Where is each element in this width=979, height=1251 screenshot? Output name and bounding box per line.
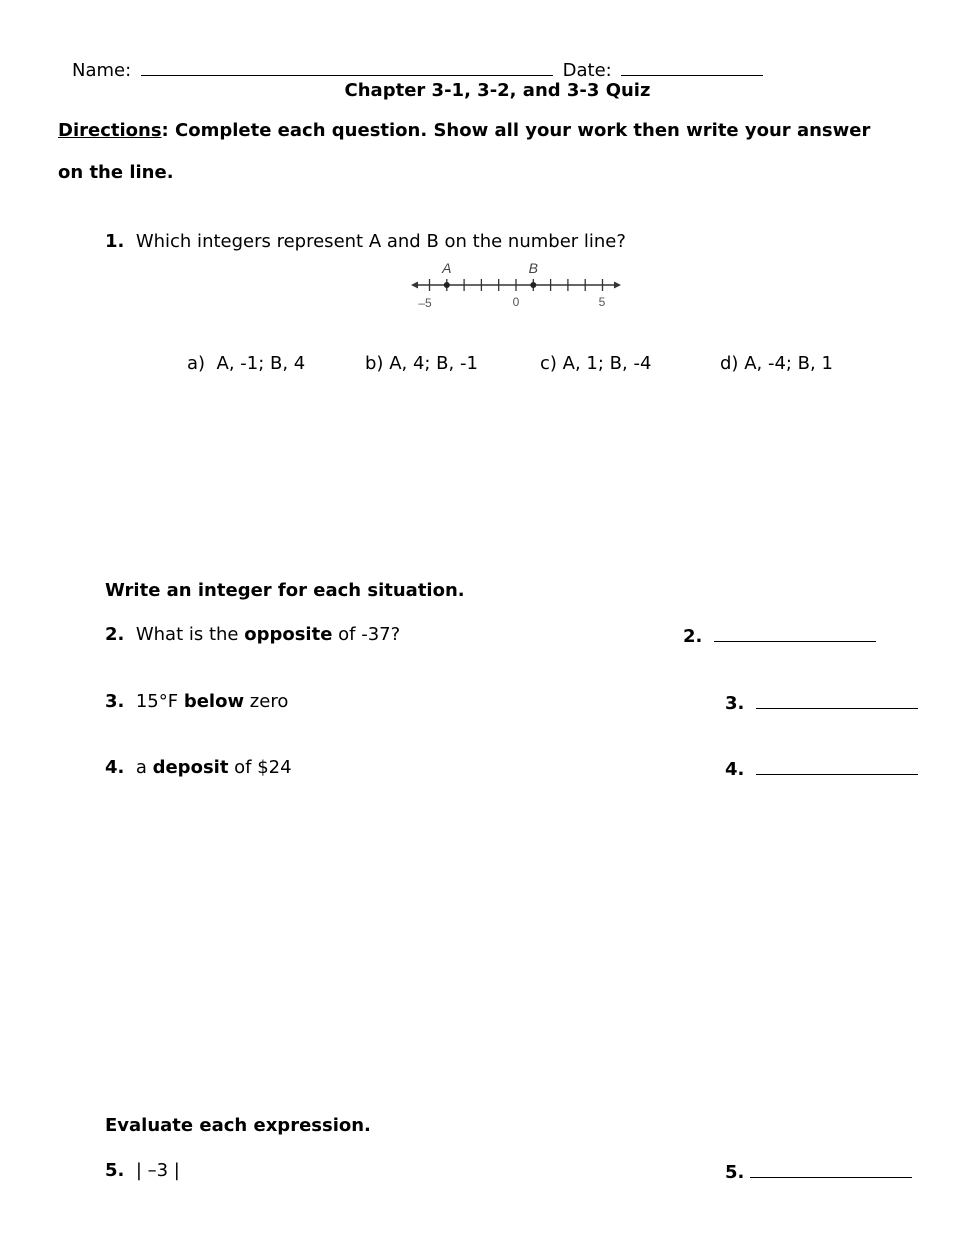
- answer-number: 4.: [725, 759, 745, 780]
- question-text: What is the: [135, 624, 245, 645]
- tick-label-neg5: –5: [418, 296, 432, 310]
- answer-number: 5.: [725, 1162, 745, 1183]
- page-title: Chapter 3-1, 3-2, and 3-3 Quiz: [344, 80, 651, 101]
- question-keyword: below: [183, 691, 245, 712]
- question-text: a: [135, 757, 153, 778]
- name-blank[interactable]: [141, 58, 553, 76]
- question-text: Which integers represent A and B on the number line?: [135, 231, 626, 252]
- number-line-figure: [405, 258, 630, 314]
- point-a-marker: [444, 282, 450, 288]
- answer-blank[interactable]: [714, 624, 876, 642]
- question-expression: | –3 |: [135, 1160, 180, 1181]
- date-blank[interactable]: [621, 58, 763, 76]
- question-number: 4.: [105, 757, 125, 778]
- section-heading-evaluate: Evaluate each expression.: [105, 1115, 371, 1136]
- question-1: [105, 231, 626, 253]
- answer-blank[interactable]: [756, 691, 918, 709]
- answer-number: 3.: [725, 693, 745, 714]
- question-5: [105, 1160, 180, 1182]
- section-heading-integers: Write an integer for each situation.: [105, 580, 465, 601]
- directions-text: : Complete each question. Show all your work then write your answer: [161, 120, 871, 141]
- right-arrow-icon: [614, 282, 621, 289]
- choice-text: A, -1; B, 4: [216, 353, 306, 374]
- question-keyword: opposite: [244, 624, 333, 645]
- question-number: 1.: [105, 231, 125, 252]
- choice-d[interactable]: [720, 353, 833, 375]
- choice-text: A, 1; B, -4: [562, 353, 652, 374]
- question-number: 2.: [105, 624, 125, 645]
- answer-line-2[interactable]: [683, 624, 876, 648]
- name-label: Name:: [72, 60, 132, 81]
- choice-b[interactable]: [365, 353, 478, 375]
- left-arrow-icon: [411, 282, 418, 289]
- question-text: zero: [244, 691, 289, 712]
- question-3: [105, 691, 288, 713]
- point-b-marker: [530, 282, 536, 288]
- point-a-label: A: [442, 260, 452, 276]
- question-text: of $24: [228, 757, 292, 778]
- directions-line-1: [58, 120, 870, 142]
- question-keyword: deposit: [152, 757, 229, 778]
- question-text: 15°F: [135, 691, 184, 712]
- question-number: 3.: [105, 691, 125, 712]
- choice-letter: d): [720, 353, 739, 374]
- point-b-label: B: [528, 260, 538, 276]
- directions-line-2: on the line.: [58, 162, 174, 183]
- answer-line-3[interactable]: [725, 691, 918, 715]
- tick-label-5: 5: [598, 295, 606, 309]
- tick-label-0: 0: [512, 295, 520, 309]
- choice-a[interactable]: [187, 353, 305, 375]
- answer-number: 2.: [683, 626, 703, 647]
- question-2: [105, 624, 400, 646]
- directions-label: Directions: [58, 120, 162, 141]
- choice-letter: c): [540, 353, 557, 374]
- answer-blank[interactable]: [756, 757, 918, 775]
- choice-c[interactable]: [540, 353, 651, 375]
- answer-line-5[interactable]: [725, 1160, 912, 1184]
- name-field: [72, 58, 763, 82]
- choice-text: A, 4; B, -1: [389, 353, 478, 374]
- choice-text: A, -4; B, 1: [744, 353, 833, 374]
- choice-letter: a): [187, 353, 206, 374]
- choice-letter: b): [365, 353, 384, 374]
- answer-blank[interactable]: [750, 1160, 912, 1178]
- answer-line-4[interactable]: [725, 757, 918, 781]
- question-number: 5.: [105, 1160, 125, 1181]
- date-label: Date:: [562, 60, 612, 81]
- question-text: of -37?: [332, 624, 401, 645]
- question-4: [105, 757, 292, 779]
